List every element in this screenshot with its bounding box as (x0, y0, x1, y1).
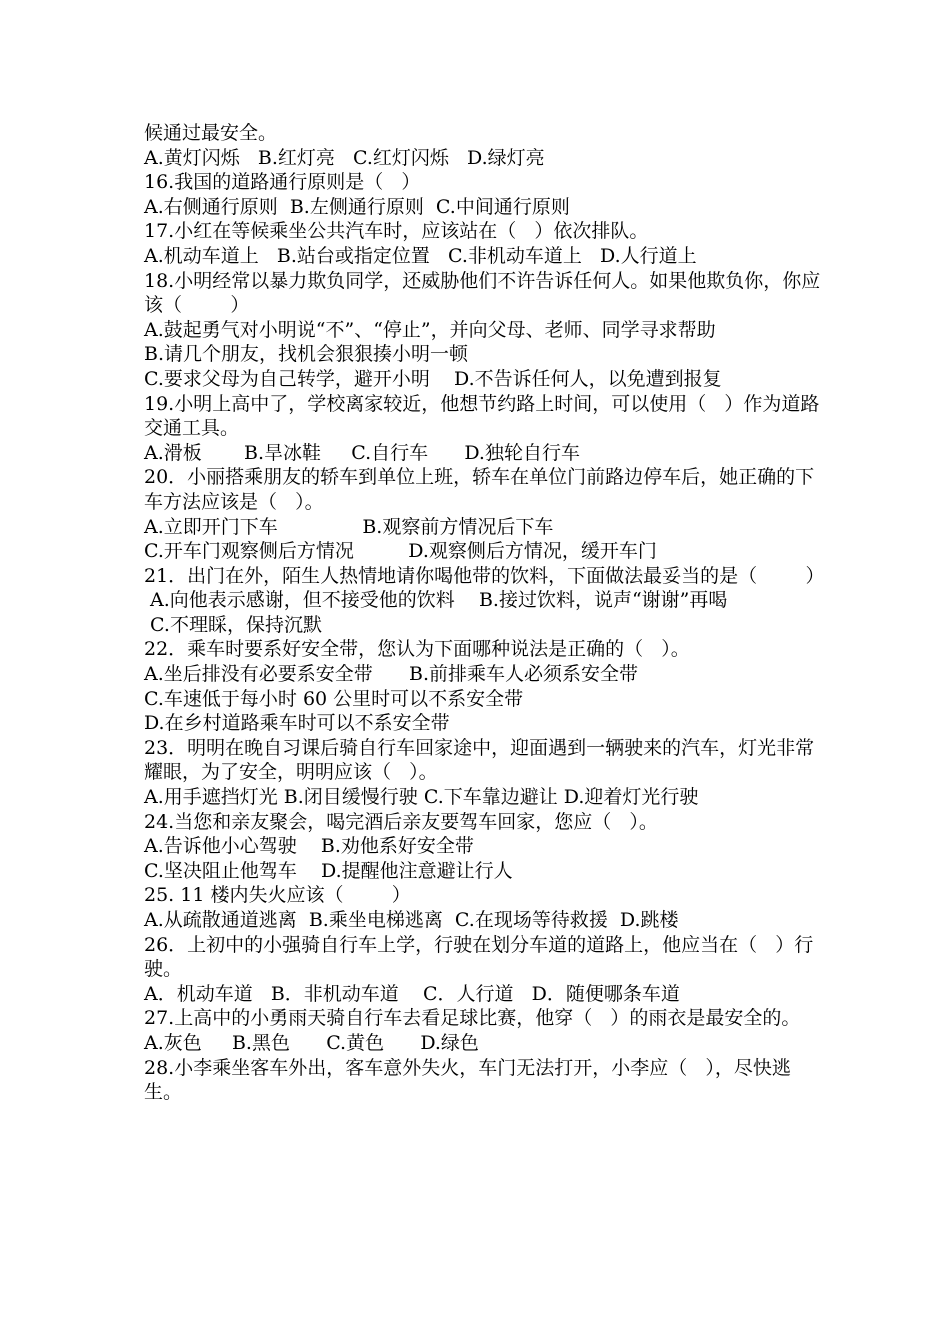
question-26: 26．上初中的小强骑自行车上学，行驶在划分车道的道路上，他应当在（ ）行驶。 (144, 933, 814, 981)
answer-options: A.立即开门下车 B.观察前方情况后下车 (144, 515, 554, 538)
answer-options: A.向他表示感谢，但不接受他的饮料 B.接过饮料，说声“谢谢”再喝 (144, 589, 728, 612)
answer-options: C.开车门观察侧后方情况 D.观察侧后方情况，缓开车门 (144, 540, 657, 563)
answer-options: A.滑板 B.旱冰鞋 C.自行车 D.独轮自行车 (144, 441, 580, 464)
question-24: 24.当您和亲友聚会，喝完酒后亲友要驾车回家，您应（ ）。 (144, 810, 658, 833)
answer-options: A.告诉他小心驾驶 B.劝他系好安全带 (144, 835, 474, 858)
question-25: 25. 11 楼内失火应该（ ） (144, 884, 411, 907)
question-21: 21．出门在外，陌生人热情地请你喝他带的饮料，下面做法最妥当的是（ ） (144, 564, 825, 587)
document-body (144, 121, 824, 1105)
question-28: 28.小李乘坐客车外出，客车意外失火，车门无法打开，小李应（ ），尽快逃生。 (144, 1056, 791, 1104)
question-22: 22．乘车时要系好安全带，您认为下面哪种说法是正确的（ ）。 (144, 638, 690, 661)
answer-option: C.不理睬，保持沉默 (144, 613, 322, 636)
answer-option: D.在乡村道路乘车时可以不系安全带 (144, 712, 450, 735)
answer-options: C.坚决阻止他驾车 D.提醒他注意避让行人 (144, 859, 513, 882)
question-18: 18.小明经常以暴力欺负同学，还威胁他们不许告诉任何人。如果他欺负你，你应该（ ） (144, 269, 821, 317)
question-16: 16.我国的道路通行原则是（ ） (144, 171, 421, 194)
question-19: 19.小明上高中了，学校离家较近，他想节约路上时间，可以使用（ ）作为道路交通工具。 (144, 392, 820, 440)
answer-options: A.灰色 B.黑色 C.黄色 D.绿色 (144, 1031, 479, 1054)
question-20: 20．小丽搭乘朋友的轿车到单位上班，轿车在单位门前路边停车后，她正确的下车方法应该是（ ）。 (144, 466, 815, 513)
answer-options: A.右侧通行原则 B.左侧通行原则 C.中间通行原则 (144, 195, 570, 218)
answer-options: A．机动车道 B．非机动车道 C．人行道 D．随便哪条车道 (144, 982, 680, 1005)
answer-option: C.车速低于每小时 60 公里时可以不系安全带 (144, 687, 524, 710)
answer-options: A.黄灯闪烁 B.红灯亮 C.红灯闪烁 D.绿灯亮 (144, 146, 545, 169)
answer-options: A.从疏散通道逃离 B.乘坐电梯逃离 C.在现场等待救援 D.跳楼 (144, 909, 679, 931)
answer-option: B.请几个朋友，找机会狠狠揍小明一顿 (144, 343, 469, 366)
question-23: 23．明明在晚自习课后骑自行车回家途中，迎面遇到一辆驶来的汽车，灯光非常耀眼，为了安全，明明应该（ ）。 (144, 736, 815, 784)
question-17: 17.小红在等候乘坐公共汽车时，应该站在（ ）依次排队。 (144, 220, 649, 243)
answer-options: A.机动车道上 B.站台或指定位置 C.非机动车道上 D.人行道上 (144, 244, 697, 267)
text-line: 候通过最安全。 (144, 122, 278, 144)
question-27: 27.上高中的小勇雨天骑自行车去看足球比赛，他穿（ ）的雨衣是最安全的。 (144, 1007, 801, 1030)
answer-options: A.用手遮挡灯光 B.闭目缓慢行驶 C.下车靠边避让 D.迎着灯光行驶 (144, 786, 699, 809)
answer-option: A.鼓起勇气对小明说“不”、“停止”，并向父母、老师、同学寻求帮助 (144, 318, 716, 341)
answer-options: A.坐后排没有必要系安全带 B.前排乘车人必须系安全带 (144, 663, 639, 686)
answer-options: C.要求父母为自己转学，避开小明 D.不告诉任何人，以免遭到报复 (144, 367, 722, 390)
